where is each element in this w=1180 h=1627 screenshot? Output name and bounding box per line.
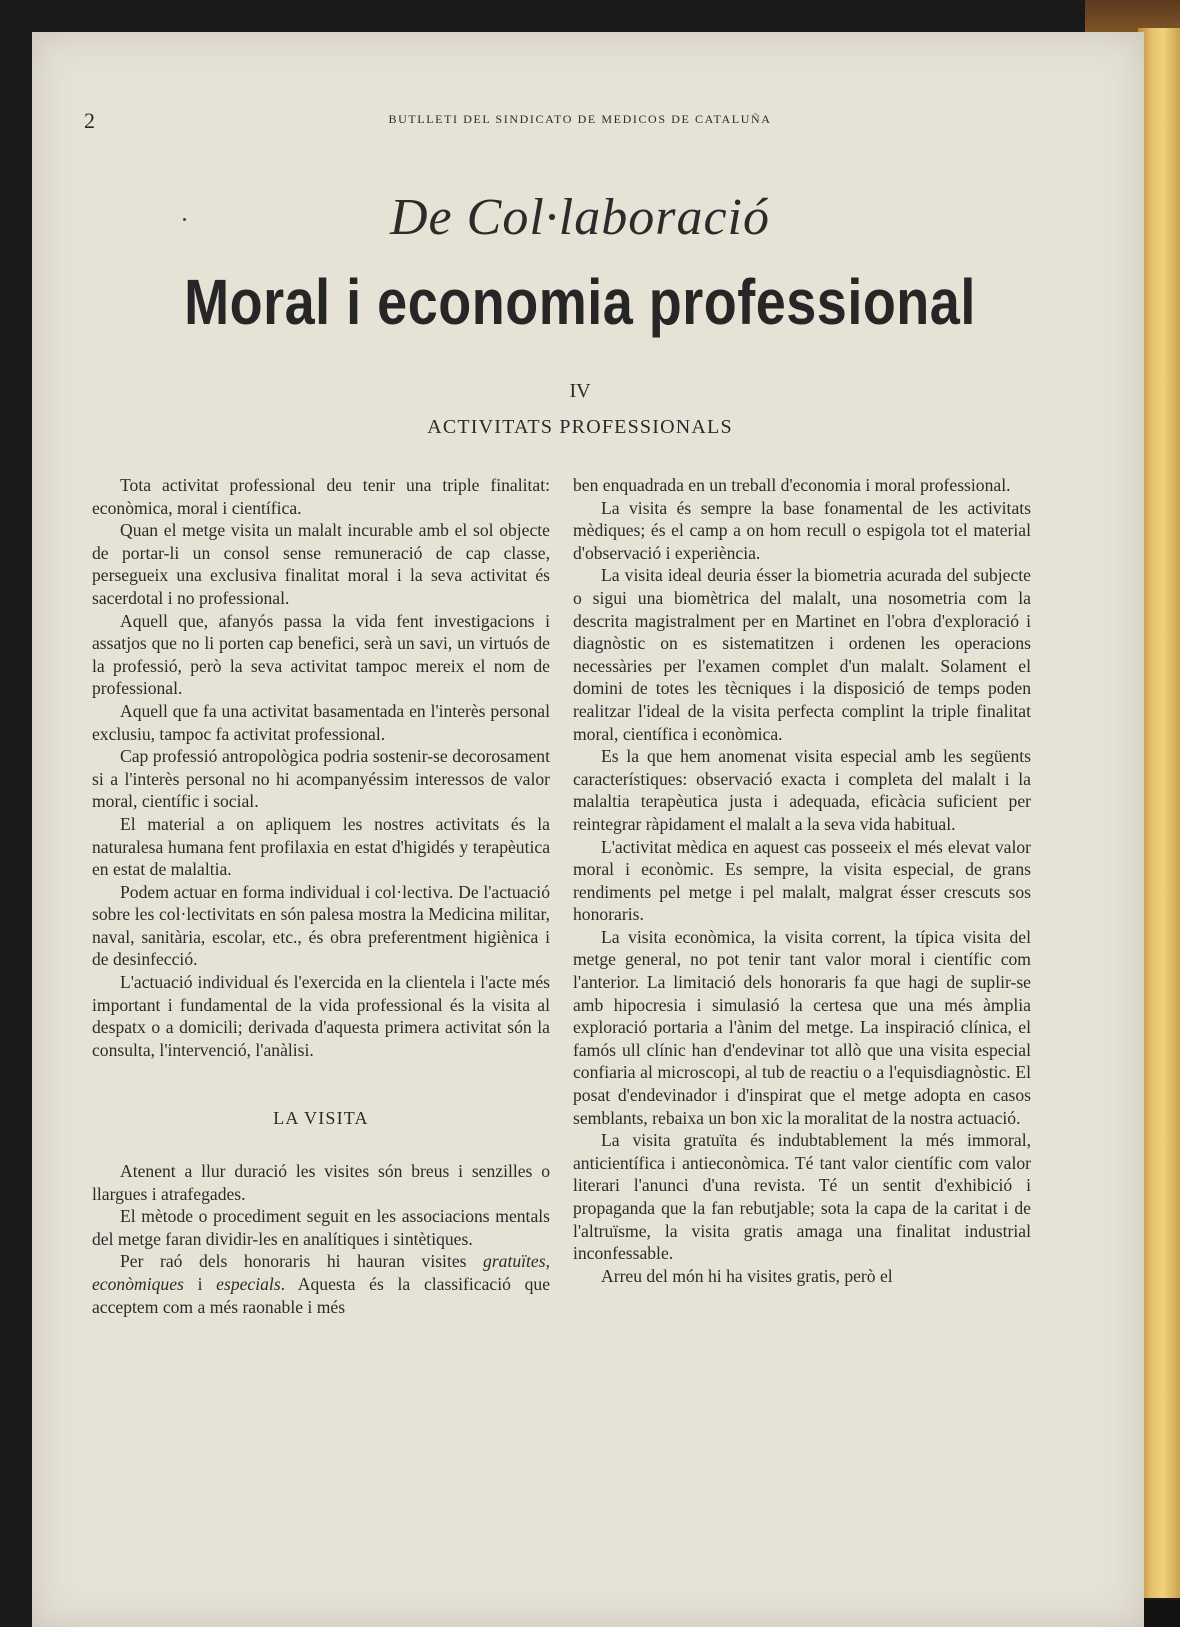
text-run: i <box>183 1274 217 1294</box>
section-title: De Col·laboració <box>390 189 770 246</box>
paragraph: Arreu del món hi ha visites gratis, però el <box>601 1265 893 1286</box>
page-number: 2 <box>84 108 95 133</box>
paragraph: El mètode o procediment seguit en les associacions mentals del metge faran dividir-les en analítiques i sintètiques. <box>92 1206 550 1249</box>
paragraph: Podem actuar en forma individual i col·lectiva. De l'actuació sobre les col·lectivitats en són palesa mostra la Medicina militar, naval, sanitària, escolar, etc., és obra preferentment higiènica i de desinfecció. <box>92 881 550 970</box>
article-title: Moral i economia professional <box>184 267 976 339</box>
paragraph: Cap professió antropològica podria sostenir-se decorosament si a l'interès personal no hi acompanyéssim interessos de valor moral, científic i social. <box>92 746 550 812</box>
paragraph: Atenent a llur duració les visites són breus i senzilles o llargues i atrafegades. <box>92 1161 550 1204</box>
subsection-heading: LA VISITA <box>273 1108 369 1129</box>
paragraph: L'actuació individual és l'exercida en la clientela i l'acte més important i fundamental de la vida professional és la visita al despatx o a domicili; derivada d'aquesta primera activitat són la consulta, l'intervenció, l'anàlisi. <box>92 972 550 1060</box>
running-head: BUTLLETI DEL SINDICATO DE MEDICOS DE CATALUÑA <box>388 112 772 126</box>
right-column <box>573 474 1031 1287</box>
paragraph: La visita ideal deuria ésser la biometria acurada del subjecte o sigui una biomètrica del malalt, una nosometria com la descrita magistralment per en Martinet en l'obra d'exploració i diagnòstic on es sistematitzen i ordenen les operacions necessàries per l'examen complet d'un malalt. Solament el domini de totes les tècniques i la disposició de temps poden realitzar l'ideal de la visita perfecta complint la triple finalitat moral, científica i econòmica. <box>573 565 1031 744</box>
ink-dot <box>183 218 186 221</box>
paragraph: Tota activitat professional deu tenir una triple finalitat: econòmica, moral i científica. <box>92 475 550 518</box>
paragraph: La visita gratuïta és indubtablement la més immoral, anticientífica i antieconòmica. Té tant valor científic com valor literari l'anunci d'una revista. Té un sentit d'exhibició i propaganda que la fan rebutjable; sota la capa de la caritat i de l'altruïsme, la visita gratis amaga una finalitat industrial inconfessable. <box>573 1130 1031 1264</box>
part-number: IV <box>569 380 591 402</box>
paragraph: Aquell que fa una activitat basamentada en l'interès personal exclusiu, tampoc fa activitat professional. <box>92 700 550 744</box>
paragraph: La visita econòmica, la visita corrent, la típica visita del metge general, no pot tenir tant valor moral i científic com l'anterior. La limitació dels honoraris fa que hagi de suplir-se amb hipocresia i simulasió la certesa que una més àmplia exploració portaria a l'ànim del metge. La inspiració clínica, el famós ull clínic han d'endevinar tot allò que una visita especial confiaria al microscopi, al tub de reactiu o a l'equisdiagnòstic. El posat d'endevinador i d'inspirat que el metge adopta en casos semblants, rebaixa un bon xic la moralitat de la nostra actuació. <box>573 926 1031 1128</box>
emphasis-text: especials <box>216 1274 281 1294</box>
paragraph: El material a on apliquem les nostres activitats és la naturalesa humana fent profilaxia en estat d'higidés y terapèutica en estat de malaltia. <box>92 813 550 880</box>
paragraph: Es la que hem anomenat visita especial amb les següents característiques: observació exacta i completa del malalt i la malaltia terapèutica justa i adequada, eficàcia suficient per reintegrar ràpidament el malalt a la seva vida habitual. <box>573 746 1031 834</box>
paragraph: Aquell que, afanyós passa la vida fent investigacions i assatjos que no li porten cap benefici, serà un savi, un virtuós de la professió, però la seva activitat tampoc mereix el nom de professional. <box>92 610 550 699</box>
paragraph: ben enquadrada en un treball d'economia i moral professional. <box>573 475 1011 495</box>
paragraph <box>92 1250 550 1318</box>
emphasis-text: gratuïtes, econòmiques <box>92 1251 550 1294</box>
page-edge <box>1138 28 1180 1598</box>
paragraph: Quan el metge visita un malalt incurable amb el sol objecte de portar-li un consol sense remuneració de cap classe, persegueix una exclusiva finalitat moral i la seva activitat és sacerdotal i no professional. <box>92 520 550 608</box>
subheading: ACTIVITATS PROFESSIONALS <box>427 416 733 438</box>
paragraph: L'activitat mèdica en aquest cas posseeix el més elevat valor moral i econòmic. Es sempre, la visita especial, de grans rendiments pel metge i pel malalt, malgrat ésser crescuts sos honoraris. <box>573 836 1031 925</box>
text-run: Per raó dels honoraris hi hauran visites <box>120 1251 484 1272</box>
left-column <box>92 474 550 1318</box>
paragraph: La visita és sempre la base fonamental de les activitats mèdiques; és el camp a on hom recull o espigola tot el material d'observació i experiència. <box>573 497 1031 563</box>
text-run: . Aquesta és la classificació que acceptem com a més raonable i més <box>92 1274 550 1317</box>
